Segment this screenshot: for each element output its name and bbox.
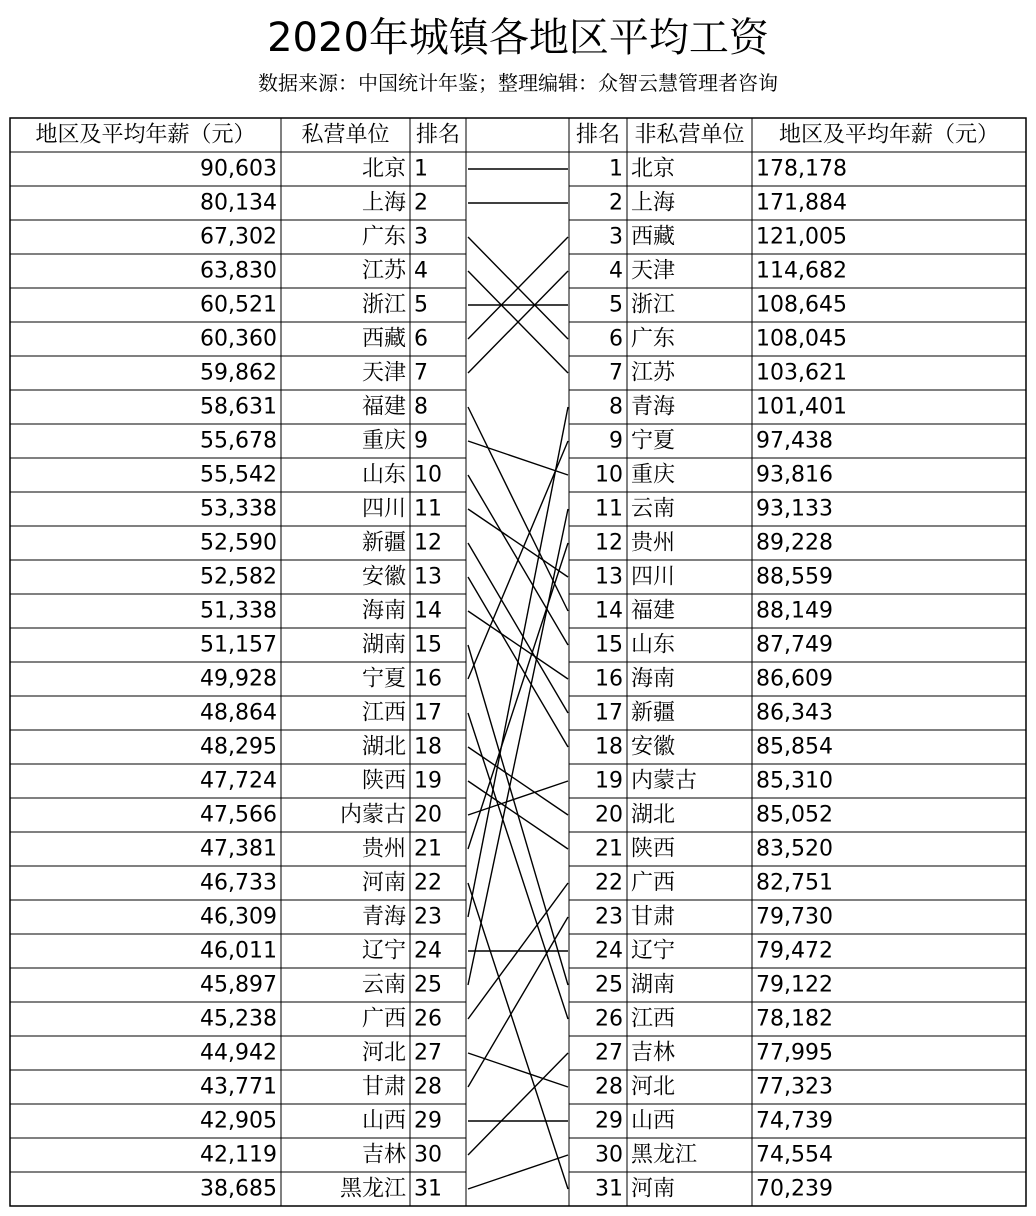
right-region-cell: 贵州 bbox=[631, 530, 676, 556]
right-salary-cell: 70,239 bbox=[756, 1176, 833, 1202]
left-salary-cell: 51,157 bbox=[200, 632, 277, 658]
right-rank-cell: 23 bbox=[595, 904, 623, 930]
left-salary-cell: 47,724 bbox=[200, 768, 277, 794]
right-region-cell: 浙江 bbox=[631, 292, 676, 318]
left-salary-cell: 59,862 bbox=[200, 360, 277, 386]
right-rank-cell: 11 bbox=[595, 496, 623, 522]
right-region-cell: 江西 bbox=[631, 1006, 676, 1032]
rank-connector-line bbox=[468, 883, 568, 1189]
right-salary-cell: 114,682 bbox=[756, 258, 847, 284]
left-rank-cell: 24 bbox=[414, 938, 442, 964]
left-salary-cell: 45,238 bbox=[200, 1006, 277, 1032]
right-rank-cell: 9 bbox=[609, 428, 623, 454]
left-region-cell: 陕西 bbox=[361, 768, 406, 794]
right-salary-cell: 89,228 bbox=[756, 530, 833, 556]
right-rank-cell: 31 bbox=[595, 1176, 623, 1202]
left-region-cell: 西藏 bbox=[361, 326, 406, 352]
right-region-cell: 重庆 bbox=[631, 462, 676, 488]
left-region-cell: 吉林 bbox=[361, 1142, 406, 1168]
right-rank-cell: 28 bbox=[595, 1074, 623, 1100]
left-region-cell: 宁夏 bbox=[361, 666, 406, 692]
right-region-cell: 北京 bbox=[631, 156, 676, 182]
right-region-cell: 内蒙古 bbox=[631, 768, 698, 794]
left-salary-cell: 49,928 bbox=[200, 666, 277, 692]
right-rank-cell: 24 bbox=[595, 938, 623, 964]
header-left-salary: 地区及平均年薪（元） bbox=[35, 122, 256, 148]
left-region-cell: 江西 bbox=[361, 700, 406, 726]
right-region-cell: 福建 bbox=[631, 598, 676, 624]
rank-connector-line bbox=[468, 1155, 568, 1189]
left-rank-cell: 4 bbox=[414, 258, 428, 284]
left-region-cell: 内蒙古 bbox=[339, 802, 406, 828]
right-region-cell: 宁夏 bbox=[631, 428, 676, 454]
left-rank-cell: 15 bbox=[414, 632, 442, 658]
right-rank-cell: 29 bbox=[595, 1108, 623, 1134]
left-salary-cell: 47,566 bbox=[200, 802, 277, 828]
left-salary-cell: 80,134 bbox=[200, 190, 277, 216]
right-rank-cell: 21 bbox=[595, 836, 623, 862]
right-salary-cell: 121,005 bbox=[756, 224, 847, 250]
left-rank-cell: 2 bbox=[414, 190, 428, 216]
left-salary-cell: 53,338 bbox=[200, 496, 277, 522]
rank-connector-line bbox=[468, 441, 568, 679]
left-salary-cell: 46,309 bbox=[200, 904, 277, 930]
right-region-cell: 湖北 bbox=[631, 802, 676, 828]
left-rank-cell: 16 bbox=[414, 666, 442, 692]
left-region-cell: 辽宁 bbox=[361, 938, 406, 964]
rank-connector-line bbox=[468, 781, 568, 815]
right-salary-cell: 103,621 bbox=[756, 360, 847, 386]
right-region-cell: 陕西 bbox=[631, 836, 676, 862]
rank-connector-line bbox=[468, 917, 568, 1087]
right-salary-cell: 83,520 bbox=[756, 836, 833, 862]
right-region-cell: 山西 bbox=[631, 1108, 676, 1134]
right-region-cell: 新疆 bbox=[631, 700, 676, 726]
left-rank-cell: 5 bbox=[414, 292, 428, 318]
left-region-cell: 福建 bbox=[361, 394, 406, 420]
left-region-cell: 云南 bbox=[361, 972, 406, 998]
left-rank-cell: 29 bbox=[414, 1108, 442, 1134]
right-salary-cell: 79,472 bbox=[756, 938, 833, 964]
rank-connector-line bbox=[468, 441, 568, 475]
right-rank-cell: 2 bbox=[609, 190, 623, 216]
rank-connector-line bbox=[468, 1053, 568, 1087]
left-rank-cell: 26 bbox=[414, 1006, 442, 1032]
left-rank-cell: 23 bbox=[414, 904, 442, 930]
left-region-cell: 新疆 bbox=[361, 530, 406, 556]
right-region-cell: 江苏 bbox=[631, 360, 676, 386]
left-salary-cell: 42,905 bbox=[200, 1108, 277, 1134]
left-region-cell: 贵州 bbox=[361, 836, 406, 862]
left-region-cell: 河南 bbox=[361, 870, 406, 896]
right-salary-cell: 77,323 bbox=[756, 1074, 833, 1100]
header-right-salary: 地区及平均年薪（元） bbox=[778, 122, 1000, 148]
left-rank-cell: 31 bbox=[414, 1176, 442, 1202]
right-salary-cell: 97,438 bbox=[756, 428, 833, 454]
right-region-cell: 海南 bbox=[631, 666, 676, 692]
right-region-cell: 湖南 bbox=[631, 972, 676, 998]
left-rank-cell: 21 bbox=[414, 836, 442, 862]
left-rank-cell: 30 bbox=[414, 1142, 442, 1168]
left-salary-cell: 43,771 bbox=[200, 1074, 277, 1100]
left-salary-cell: 63,830 bbox=[200, 258, 277, 284]
right-region-cell: 辽宁 bbox=[631, 938, 676, 964]
left-region-cell: 黑龙江 bbox=[339, 1176, 406, 1202]
right-rank-cell: 8 bbox=[609, 394, 623, 420]
right-rank-cell: 18 bbox=[595, 734, 623, 760]
right-rank-cell: 17 bbox=[595, 700, 623, 726]
right-region-cell: 吉林 bbox=[631, 1040, 676, 1066]
right-salary-cell: 171,884 bbox=[756, 190, 847, 216]
header-left-rank: 排名 bbox=[415, 122, 461, 148]
right-salary-cell: 74,554 bbox=[756, 1142, 833, 1168]
left-region-cell: 甘肃 bbox=[361, 1074, 406, 1100]
page-subtitle: 数据来源：中国统计年鉴；整理编辑：众智云慧管理者咨询 bbox=[258, 71, 778, 95]
right-region-cell: 四川 bbox=[631, 564, 676, 590]
right-salary-cell: 108,645 bbox=[756, 292, 847, 318]
left-rank-cell: 19 bbox=[414, 768, 442, 794]
right-rank-cell: 3 bbox=[609, 224, 623, 250]
left-rank-cell: 12 bbox=[414, 530, 442, 556]
right-region-cell: 河南 bbox=[631, 1176, 676, 1202]
right-region-cell: 云南 bbox=[631, 496, 676, 522]
right-rank-cell: 26 bbox=[595, 1006, 623, 1032]
right-region-cell: 黑龙江 bbox=[631, 1142, 698, 1168]
right-salary-cell: 86,609 bbox=[756, 666, 833, 692]
left-salary-cell: 45,897 bbox=[200, 972, 277, 998]
left-salary-cell: 46,011 bbox=[200, 938, 277, 964]
right-rank-cell: 25 bbox=[595, 972, 623, 998]
header-private-unit: 私营单位 bbox=[301, 122, 390, 148]
left-rank-cell: 3 bbox=[414, 224, 428, 250]
left-salary-cell: 52,590 bbox=[200, 530, 277, 556]
rank-connector-line bbox=[468, 1053, 568, 1155]
right-rank-cell: 6 bbox=[609, 326, 623, 352]
left-region-cell: 北京 bbox=[361, 156, 406, 182]
left-region-cell: 山东 bbox=[361, 462, 406, 488]
left-salary-cell: 52,582 bbox=[200, 564, 277, 590]
left-rank-cell: 18 bbox=[414, 734, 442, 760]
right-region-cell: 安徽 bbox=[631, 734, 676, 760]
right-salary-cell: 86,343 bbox=[756, 700, 833, 726]
left-rank-cell: 27 bbox=[414, 1040, 442, 1066]
left-region-cell: 四川 bbox=[361, 496, 406, 522]
right-rank-cell: 13 bbox=[595, 564, 623, 590]
right-rank-cell: 1 bbox=[609, 156, 623, 182]
left-salary-cell: 44,942 bbox=[200, 1040, 277, 1066]
left-salary-cell: 46,733 bbox=[200, 870, 277, 896]
left-rank-cell: 22 bbox=[414, 870, 442, 896]
right-salary-cell: 85,310 bbox=[756, 768, 833, 794]
left-region-cell: 江苏 bbox=[361, 258, 406, 284]
right-salary-cell: 88,149 bbox=[756, 598, 833, 624]
right-salary-cell: 77,995 bbox=[756, 1040, 833, 1066]
right-salary-cell: 93,816 bbox=[756, 462, 833, 488]
left-salary-cell: 67,302 bbox=[200, 224, 277, 250]
right-rank-cell: 5 bbox=[609, 292, 623, 318]
left-region-cell: 湖南 bbox=[361, 632, 406, 658]
left-rank-cell: 13 bbox=[414, 564, 442, 590]
left-salary-cell: 42,119 bbox=[200, 1142, 277, 1168]
left-rank-cell: 6 bbox=[414, 326, 428, 352]
left-salary-cell: 55,678 bbox=[200, 428, 277, 454]
left-rank-cell: 9 bbox=[414, 428, 428, 454]
left-region-cell: 山西 bbox=[361, 1108, 406, 1134]
left-region-cell: 浙江 bbox=[361, 292, 406, 318]
right-rank-cell: 15 bbox=[595, 632, 623, 658]
right-salary-cell: 101,401 bbox=[756, 394, 847, 420]
right-rank-cell: 4 bbox=[609, 258, 623, 284]
right-region-cell: 上海 bbox=[631, 190, 676, 216]
left-region-cell: 重庆 bbox=[361, 428, 406, 454]
page-title: 2020年城镇各地区平均工资 bbox=[267, 15, 769, 61]
right-rank-cell: 20 bbox=[595, 802, 623, 828]
left-salary-cell: 55,542 bbox=[200, 462, 277, 488]
right-rank-cell: 12 bbox=[595, 530, 623, 556]
left-rank-cell: 11 bbox=[414, 496, 442, 522]
left-salary-cell: 60,360 bbox=[200, 326, 277, 352]
left-region-cell: 河北 bbox=[361, 1040, 406, 1066]
right-salary-cell: 78,182 bbox=[756, 1006, 833, 1032]
left-rank-cell: 17 bbox=[414, 700, 442, 726]
left-salary-cell: 38,685 bbox=[200, 1176, 277, 1202]
right-salary-cell: 85,052 bbox=[756, 802, 833, 828]
rank-connector-line bbox=[468, 407, 568, 917]
left-salary-cell: 60,521 bbox=[200, 292, 277, 318]
right-salary-cell: 93,133 bbox=[756, 496, 833, 522]
right-rank-cell: 19 bbox=[595, 768, 623, 794]
left-rank-cell: 1 bbox=[414, 156, 428, 182]
left-rank-cell: 8 bbox=[414, 394, 428, 420]
left-region-cell: 广西 bbox=[361, 1006, 406, 1032]
right-region-cell: 广西 bbox=[631, 870, 676, 896]
right-region-cell: 广东 bbox=[631, 326, 676, 352]
left-salary-cell: 48,295 bbox=[200, 734, 277, 760]
left-rank-cell: 25 bbox=[414, 972, 442, 998]
right-rank-cell: 10 bbox=[595, 462, 623, 488]
right-salary-cell: 79,122 bbox=[756, 972, 833, 998]
right-salary-cell: 85,854 bbox=[756, 734, 833, 760]
left-salary-cell: 51,338 bbox=[200, 598, 277, 624]
left-salary-cell: 90,603 bbox=[200, 156, 277, 182]
right-salary-cell: 79,730 bbox=[756, 904, 833, 930]
right-rank-cell: 22 bbox=[595, 870, 623, 896]
right-region-cell: 青海 bbox=[631, 394, 676, 420]
right-region-cell: 天津 bbox=[631, 258, 676, 284]
left-salary-cell: 58,631 bbox=[200, 394, 277, 420]
header-nonprivate-unit: 非私营单位 bbox=[634, 122, 745, 148]
right-region-cell: 山东 bbox=[631, 632, 676, 658]
right-salary-cell: 74,739 bbox=[756, 1108, 833, 1134]
rank-connector-line bbox=[468, 713, 568, 1019]
right-salary-cell: 178,178 bbox=[756, 156, 847, 182]
right-rank-cell: 7 bbox=[609, 360, 623, 386]
left-region-cell: 海南 bbox=[361, 598, 406, 624]
rank-connector-line bbox=[468, 509, 568, 577]
right-salary-cell: 87,749 bbox=[756, 632, 833, 658]
right-rank-cell: 14 bbox=[595, 598, 623, 624]
left-region-cell: 湖北 bbox=[361, 734, 406, 760]
left-region-cell: 安徽 bbox=[361, 564, 406, 590]
left-rank-cell: 28 bbox=[414, 1074, 442, 1100]
right-rank-cell: 16 bbox=[595, 666, 623, 692]
right-rank-cell: 27 bbox=[595, 1040, 623, 1066]
left-region-cell: 青海 bbox=[361, 904, 406, 930]
left-region-cell: 天津 bbox=[361, 360, 406, 386]
right-region-cell: 西藏 bbox=[631, 224, 676, 250]
left-region-cell: 上海 bbox=[361, 190, 406, 216]
right-region-cell: 河北 bbox=[631, 1074, 676, 1100]
left-rank-cell: 10 bbox=[414, 462, 442, 488]
left-rank-cell: 14 bbox=[414, 598, 442, 624]
left-salary-cell: 48,864 bbox=[200, 700, 277, 726]
right-salary-cell: 82,751 bbox=[756, 870, 833, 896]
header-right-rank: 排名 bbox=[575, 122, 621, 148]
rank-connector-line bbox=[468, 543, 568, 713]
rank-connector-line bbox=[468, 509, 568, 985]
left-rank-cell: 20 bbox=[414, 802, 442, 828]
right-rank-cell: 30 bbox=[595, 1142, 623, 1168]
right-salary-cell: 108,045 bbox=[756, 326, 847, 352]
left-rank-cell: 7 bbox=[414, 360, 428, 386]
right-region-cell: 甘肃 bbox=[631, 904, 676, 930]
left-salary-cell: 47,381 bbox=[200, 836, 277, 862]
left-region-cell: 广东 bbox=[361, 224, 406, 250]
right-salary-cell: 88,559 bbox=[756, 564, 833, 590]
